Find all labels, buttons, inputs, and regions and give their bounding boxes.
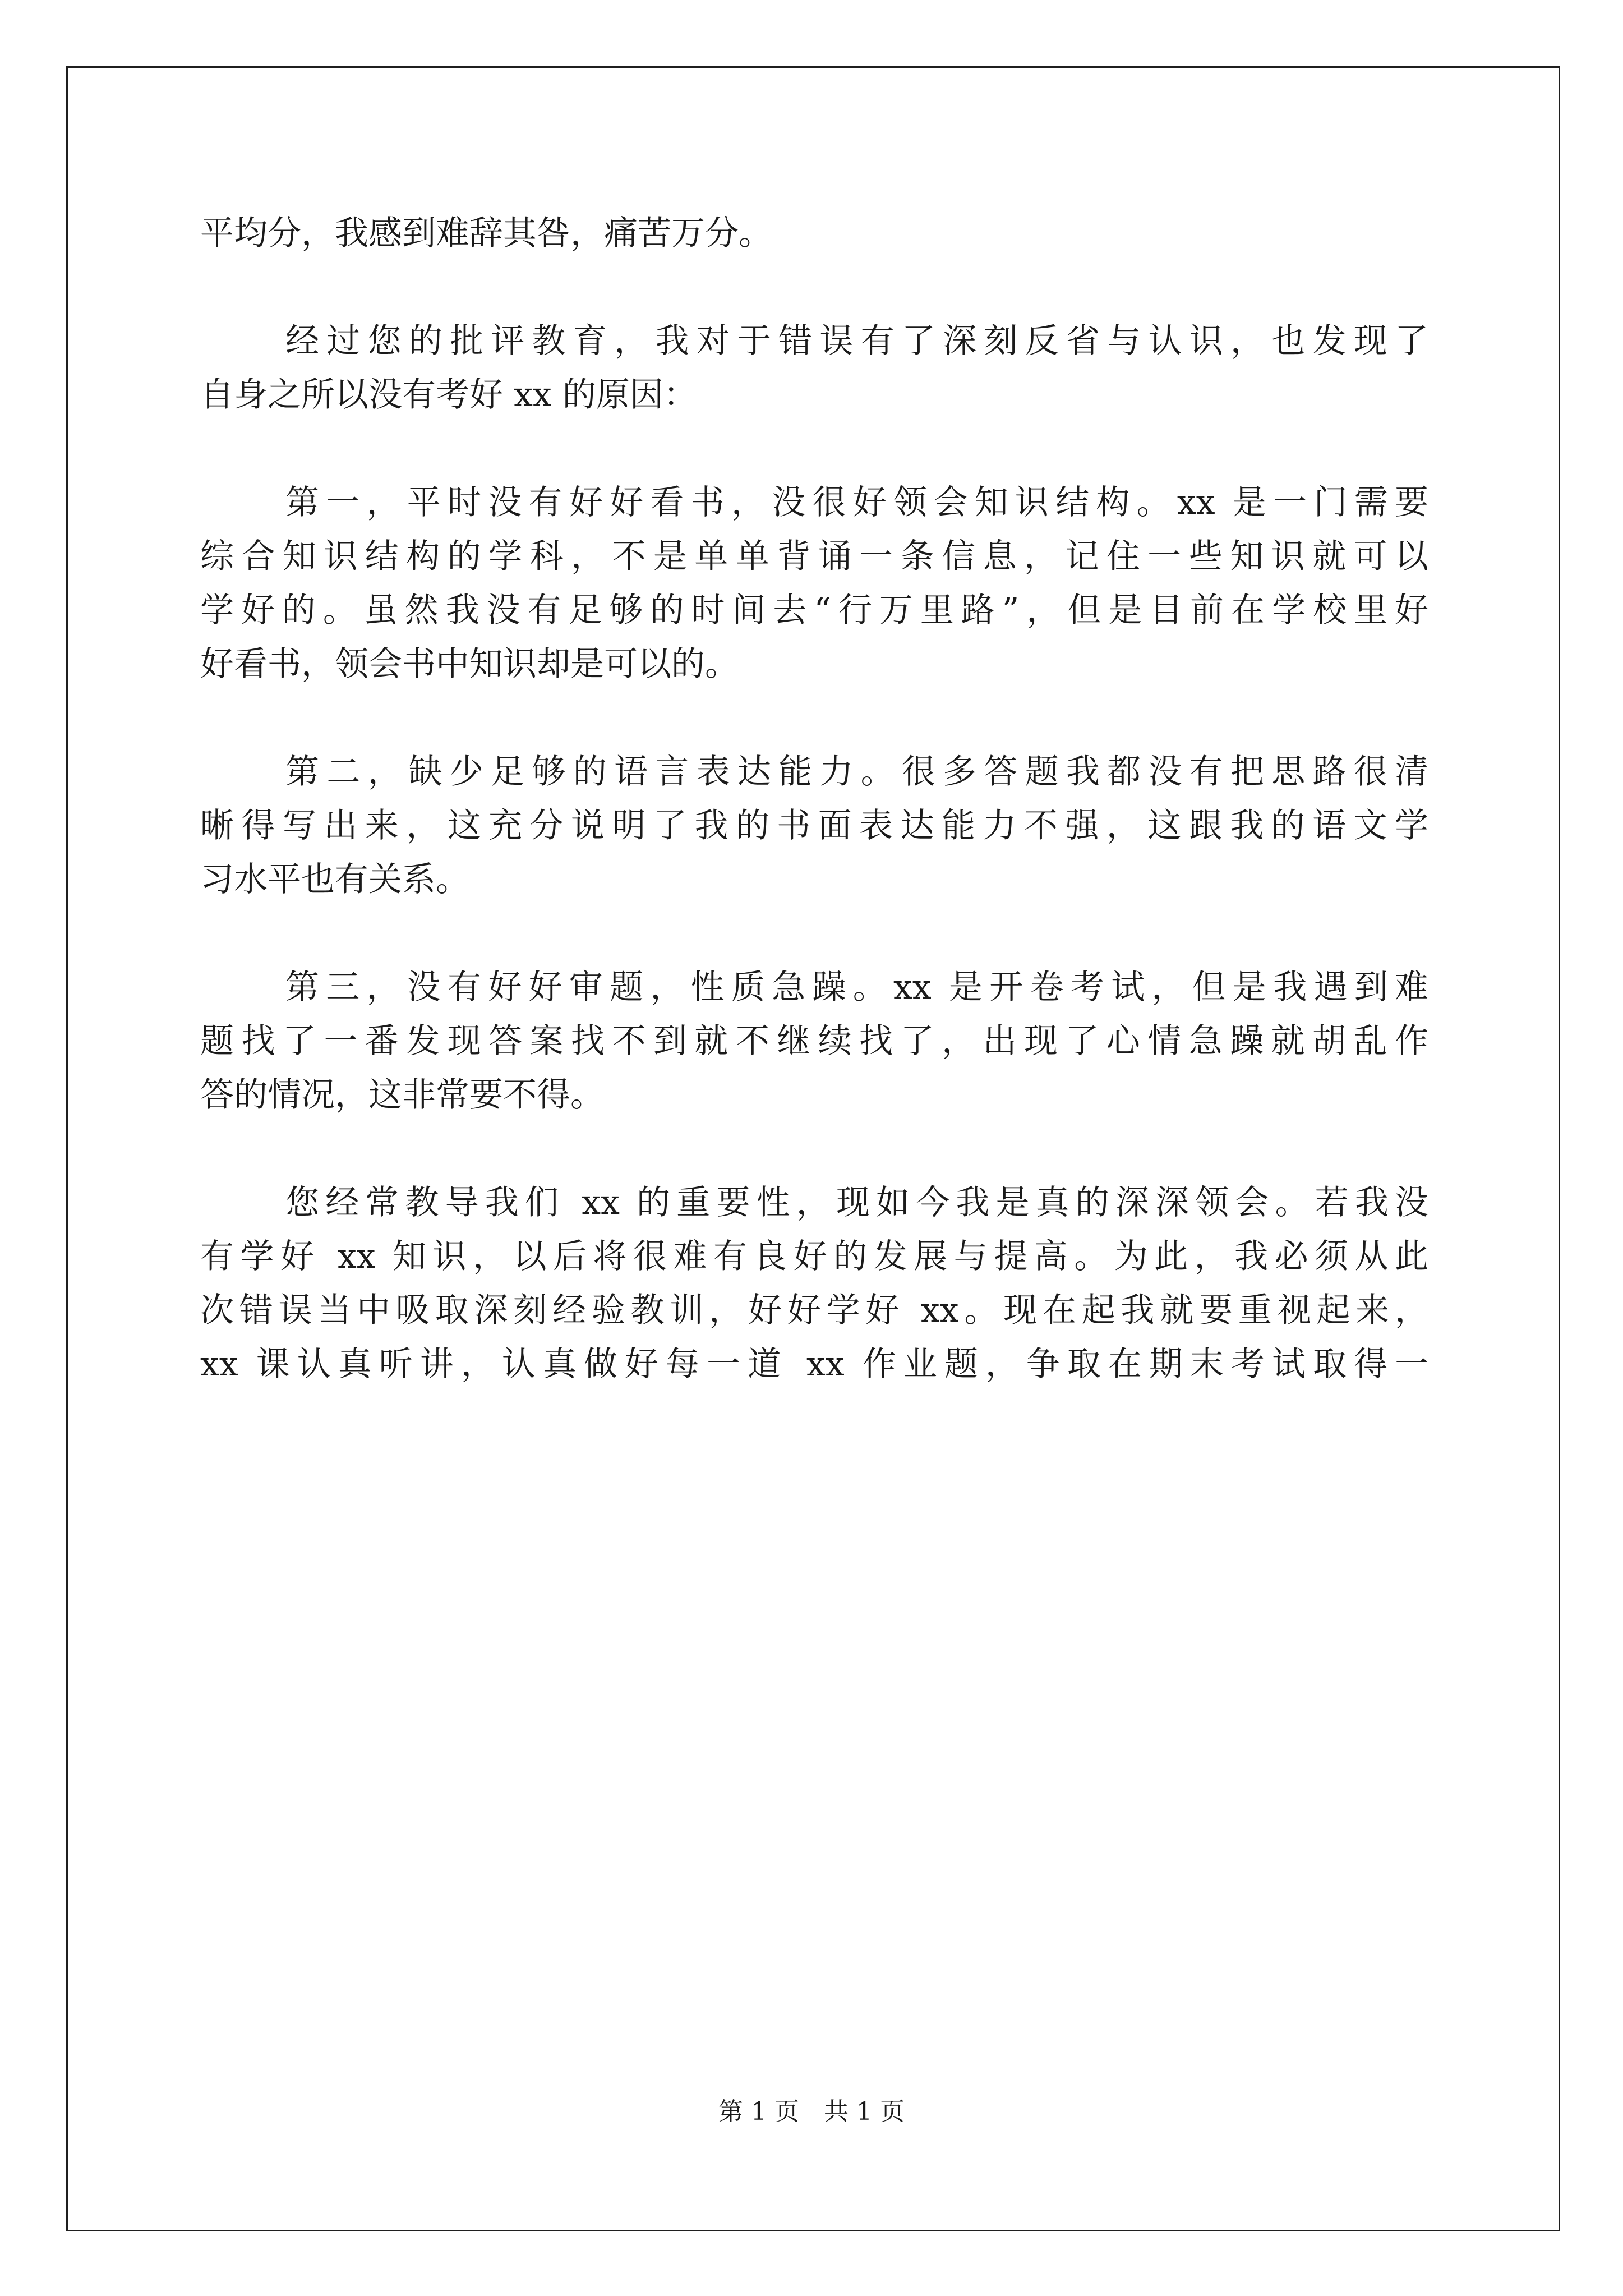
paragraph-line: 晰得写出来，这充分说明了我的书面表达能力不强，这跟我的语文学 (200, 806, 1428, 845)
paragraph-line: 您经常教导我们 xx 的重要性，现如今我是真的深深领会。若我没 (285, 1183, 1428, 1222)
paragraph-line: 好看书，领会书中知识却是可以的。 (200, 645, 739, 684)
paragraph-line: 综合知识结构的学科，不是单单背诵一条信息，记住一些知识就可以 (200, 537, 1428, 576)
paragraph-line: 自身之所以没有考好 xx 的原因： (200, 375, 697, 415)
paragraph-line: 答的情况，这非常要不得。 (200, 1075, 604, 1115)
page-number-footer: 第 1 页 共 1 页 (718, 2097, 905, 2126)
paragraph-line: xx 课认真听讲，认真做好每一道 xx 作业题，争取在期末考试取得一 (200, 1345, 1428, 1384)
paragraph-line: 学好的。虽然我没有足够的时间去“行万里路”，但是目前在学校里好 (200, 591, 1428, 630)
paragraph-line: 有学好 xx 知识，以后将很难有良好的发展与提高。为此，我必须从此 (200, 1237, 1428, 1276)
paragraph-line: 经过您的批评教育，我对于错误有了深刻反省与认识，也发现了 (285, 321, 1428, 361)
paragraph-line: 次错误当中吸取深刻经验教训，好好学好 xx。现在起我就要重视起来， (200, 1291, 1428, 1330)
paragraph-line: 第三，没有好好审题，性质急躁。xx 是开卷考试，但是我遇到难 (285, 968, 1428, 1007)
paragraph-line: 平均分，我感到难辞其咎，痛苦万分。 (200, 214, 772, 253)
paragraph-line: 习水平也有关系。 (200, 860, 469, 899)
document-body (200, 206, 1428, 1391)
paragraph-line: 第一，平时没有好好看书，没很好领会知识结构。xx 是一门需要 (285, 483, 1428, 522)
paragraph-line: 第二，缺少足够的语言表达能力。很多答题我都没有把思路很清 (285, 752, 1428, 792)
paragraph-line: 题找了一番发现答案找不到就不继续找了，出现了心情急躁就胡乱作 (200, 1022, 1428, 1061)
